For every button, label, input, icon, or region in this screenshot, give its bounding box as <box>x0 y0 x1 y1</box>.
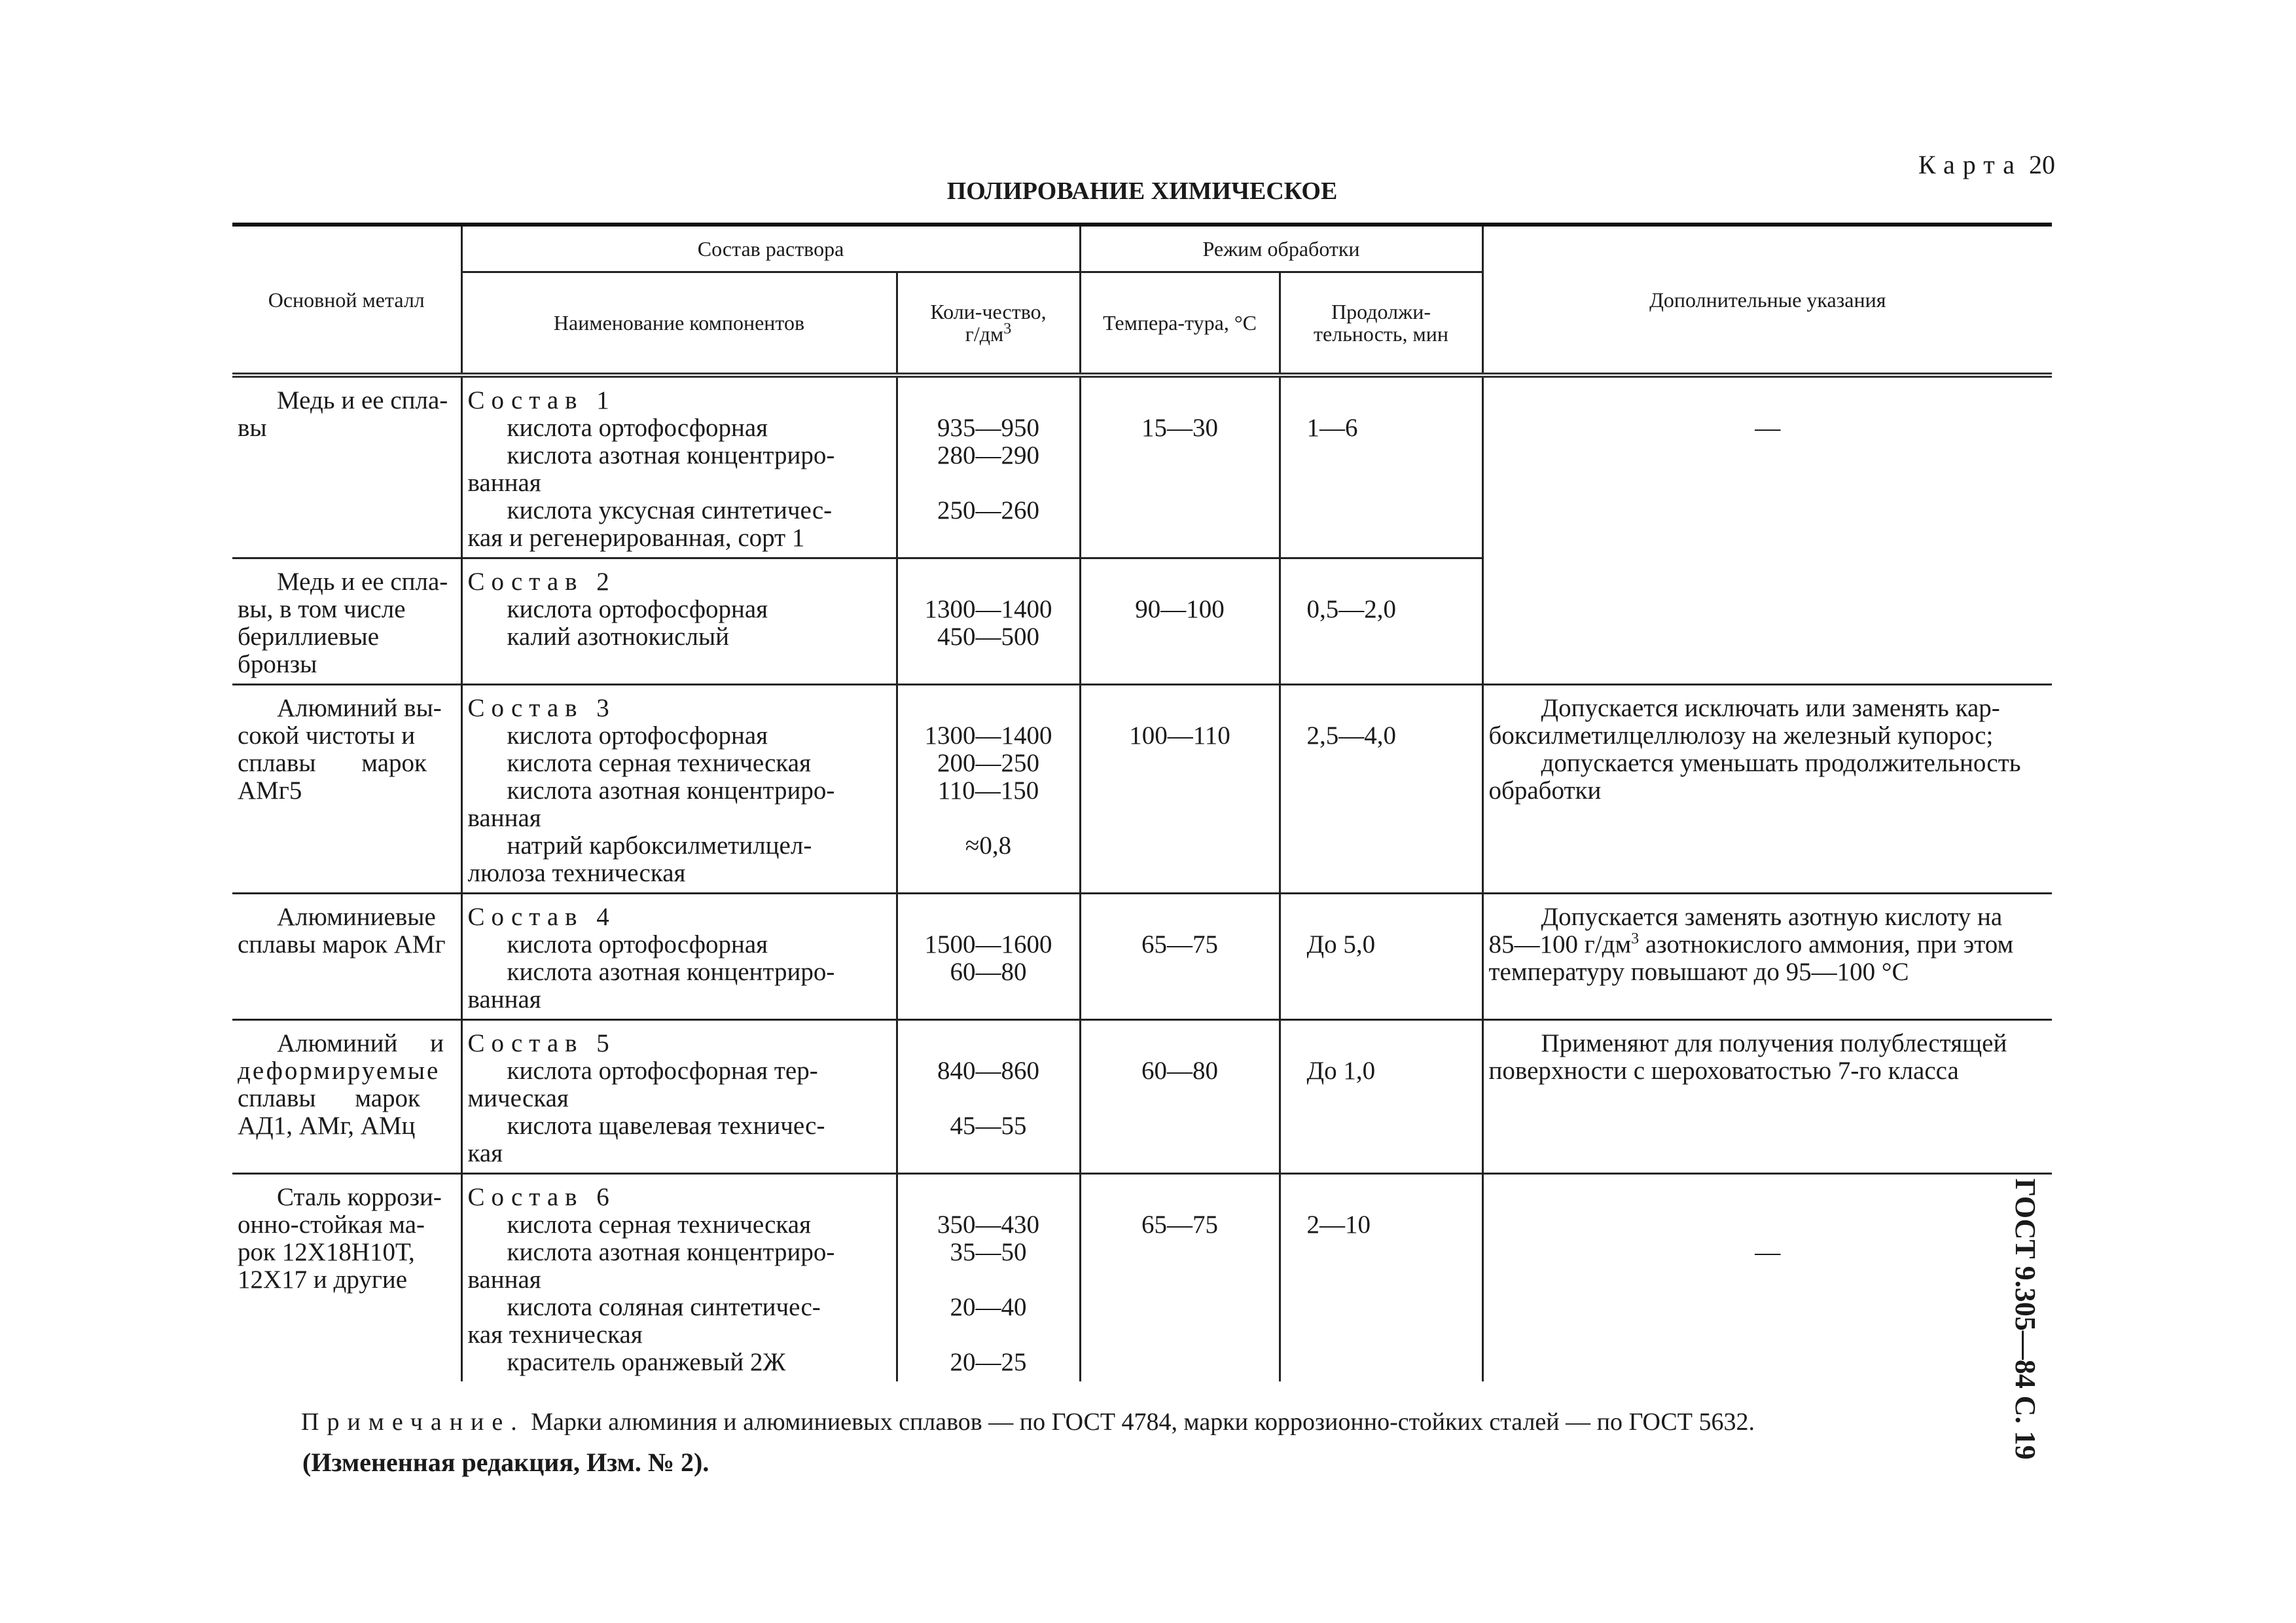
quantity-value: 200—250 <box>937 749 1039 777</box>
temperature-cell <box>1080 685 1280 894</box>
notes-line: поверхности с шероховатостью 7-го класса <box>1488 1057 1959 1085</box>
duration-value: 2,5—4,0 <box>1306 721 1397 750</box>
component-line: кислота серная техническая <box>507 1211 812 1239</box>
metal-line: сплавы марок <box>238 1084 420 1112</box>
base-metal-cell <box>232 894 461 1020</box>
component-line: кислота соляная синтетичес- <box>507 1293 821 1321</box>
quantity-value: 280—290 <box>937 441 1039 469</box>
quantity-value: 110—150 <box>937 776 1039 805</box>
metal-line: Алюминий и <box>277 1029 444 1057</box>
component-line: мическая <box>467 1084 569 1112</box>
card-number: 20 <box>2029 150 2055 179</box>
metal-line: Алюминий вы- <box>277 694 442 722</box>
notes-line: Допускается заменять азотную кислоту на <box>1541 903 2003 931</box>
metal-line: Алюминиевые <box>277 903 436 931</box>
notes-line: обработки <box>1488 776 1602 805</box>
header-components: Наименование компонентов <box>461 272 897 376</box>
temperature-value: 15—30 <box>1141 414 1219 442</box>
component-line: кислота ортофосфорная <box>507 721 768 750</box>
component-line: ванная <box>467 1266 541 1294</box>
temperature-cell <box>1080 894 1280 1020</box>
card-label <box>1689 149 2055 180</box>
component-line: кислота серная техническая <box>507 749 812 777</box>
component-line: кислота ортофосфорная <box>507 414 768 442</box>
page-title: ПОЛИРОВАНИЕ ХИМИЧЕСКОЕ <box>946 177 1338 205</box>
component-line: кислота азотная концентриро- <box>507 441 835 469</box>
quantity-cell <box>897 558 1080 685</box>
metal-line: Сталь коррози- <box>277 1183 442 1211</box>
table-row <box>232 685 2052 894</box>
component-line: натрий карбоксилметилцел- <box>507 831 812 860</box>
metal-line: сплавы марок <box>238 749 427 777</box>
duration-cell <box>1280 558 1482 685</box>
notes-fragment: азотнокислого аммония, при этом <box>1639 930 2014 958</box>
quantity-value: 450—500 <box>937 623 1039 651</box>
header-notes: Дополнительные указания <box>1482 225 2052 375</box>
duration-cell <box>1280 375 1482 558</box>
component-line: кислота щавелевая техничес- <box>507 1112 825 1140</box>
components-cell <box>461 685 897 894</box>
quantity-value: 350—430 <box>937 1211 1039 1239</box>
components-cell <box>461 894 897 1020</box>
notes-line <box>1489 931 2047 958</box>
component-line: люлоза техническая <box>467 859 686 887</box>
quantity-cell <box>897 1020 1080 1174</box>
temperature-cell <box>1080 1174 1280 1382</box>
duration-value: 2—10 <box>1306 1211 1371 1239</box>
component-line: кислота ортофосфорная <box>507 595 768 623</box>
notes-fragment: 85—100 г/дм <box>1488 930 1632 958</box>
header-quantity-exp: 3 <box>1003 320 1012 338</box>
notes-cell <box>1482 894 2052 1020</box>
quantity-value: ≈0,8 <box>965 831 1012 860</box>
temperature-value: 65—75 <box>1141 1211 1219 1239</box>
metal-line: Медь и ее спла- <box>277 568 448 596</box>
quantity-value: 840—860 <box>937 1057 1039 1085</box>
metal-line: бронзы <box>238 650 317 678</box>
component-line: кислота ортофосфорная тер- <box>507 1057 818 1085</box>
notes-cell <box>1482 1020 2052 1174</box>
quantity-value: 35—50 <box>950 1238 1027 1266</box>
component-line: краситель оранжевый 2Ж <box>507 1348 786 1376</box>
quantity-value: 20—25 <box>950 1348 1027 1376</box>
quantity-value: 1300—1400 <box>924 721 1052 750</box>
header-solution: Состав раствора <box>461 225 1080 272</box>
notes-dash: — <box>1755 1238 1781 1266</box>
component-line: кислота уксусная синтетичес- <box>507 496 833 524</box>
component-line: калий азотнокислый <box>507 623 730 651</box>
metal-line: АД1, АМг, АМц <box>238 1112 416 1140</box>
temperature-value: 90—100 <box>1135 595 1225 623</box>
metal-line: сплавы марок АМг <box>238 930 446 958</box>
quantity-cell <box>897 1174 1080 1382</box>
base-metal-cell <box>232 558 461 685</box>
components-cell <box>461 1020 897 1174</box>
components-cell <box>461 1174 897 1382</box>
duration-cell <box>1280 685 1482 894</box>
notes-dash: — <box>1755 414 1781 442</box>
table-row <box>232 1174 2052 1382</box>
header-base-metal: Основной металл <box>232 225 461 375</box>
quantity-value: 45—55 <box>950 1112 1027 1140</box>
temperature-cell <box>1080 1020 1280 1174</box>
header-duration: Продолжи-тельность, мин <box>1280 272 1482 376</box>
notes-line: Применяют для получения полублестящей <box>1541 1029 2007 1057</box>
temperature-value: 65—75 <box>1141 930 1219 958</box>
notes-cell <box>1482 1174 2052 1382</box>
metal-line: вы <box>238 414 267 442</box>
side-document-code: ГОСТ 9.305—84 С. 19 <box>2009 1178 2041 1460</box>
footnote <box>301 1408 2068 1436</box>
amendment-note: (Измененная редакция, Изм. № 2). <box>302 1448 709 1477</box>
notes-cell <box>1482 375 2052 685</box>
quantity-value: 1300—1400 <box>924 595 1052 623</box>
quantity-cell <box>897 685 1080 894</box>
duration-value: 1—6 <box>1306 414 1358 442</box>
component-line: кислота ортофосфорная <box>507 930 768 958</box>
duration-cell <box>1280 1020 1482 1174</box>
base-metal-cell <box>232 375 461 558</box>
polishing-table <box>232 223 2052 1381</box>
quantity-cell <box>897 375 1080 558</box>
component-line: кислота азотная концентриро- <box>507 958 835 986</box>
card-label-word: Карта <box>1918 150 2022 179</box>
composition-title: Состав 1 <box>467 386 616 414</box>
quantity-value: 60—80 <box>950 958 1027 986</box>
table-row <box>232 894 2052 1020</box>
duration-value: 0,5—2,0 <box>1306 595 1397 623</box>
composition-title: Состав 4 <box>467 903 616 931</box>
composition-title: Состав 3 <box>467 694 616 722</box>
metal-line: АМг5 <box>238 776 302 805</box>
component-line: ванная <box>467 804 541 832</box>
header-quantity <box>897 272 1080 376</box>
header-mode: Режим обработки <box>1080 225 1482 272</box>
duration-cell <box>1280 894 1482 1020</box>
quantity-value: 935—950 <box>937 414 1039 442</box>
duration-value: До 5,0 <box>1306 930 1376 958</box>
metal-line: онно-стойкая ма- <box>238 1211 425 1239</box>
metal-line: рок 12Х18Н10Т, <box>238 1238 415 1266</box>
component-line: ванная <box>467 469 541 497</box>
metal-line: бериллиевые <box>238 623 380 651</box>
footnote-label: Примечание. <box>301 1408 525 1436</box>
header-quantity-label: Коли-чество, <box>930 300 1047 323</box>
quantity-value: 20—40 <box>950 1293 1027 1321</box>
duration-cell <box>1280 1174 1482 1382</box>
metal-line: сокой чистоты и <box>238 721 416 750</box>
metal-line: деформируемые <box>238 1057 440 1085</box>
component-line: кая и регенерированная, сорт 1 <box>467 524 805 552</box>
base-metal-cell <box>232 1174 461 1382</box>
table-row <box>232 375 2052 558</box>
component-line: кислота азотная концентриро- <box>507 776 835 805</box>
header-temperature: Темпера-тура, °С <box>1080 272 1280 376</box>
components-cell <box>461 375 897 558</box>
component-line: кая <box>467 1139 503 1167</box>
quantity-value: 250—260 <box>937 496 1039 524</box>
notes-superscript: 3 <box>1631 930 1640 947</box>
metal-line: вы, в том числе <box>238 595 406 623</box>
notes-line: допускается уменьшать продолжительность <box>1541 749 2021 777</box>
temperature-cell <box>1080 375 1280 558</box>
metal-line: 12Х17 и другие <box>238 1266 408 1294</box>
notes-cell <box>1482 685 2052 894</box>
table-row <box>232 1020 2052 1174</box>
temperature-cell <box>1080 558 1280 685</box>
component-line: кислота азотная концентриро- <box>507 1238 835 1266</box>
composition-title: Состав 2 <box>467 568 616 596</box>
quantity-cell <box>897 894 1080 1020</box>
composition-title: Состав 6 <box>467 1183 616 1211</box>
components-cell <box>461 558 897 685</box>
notes-line: Допускается исключать или заменять кар- <box>1541 694 2000 722</box>
temperature-value: 100—110 <box>1129 721 1230 750</box>
base-metal-cell <box>232 685 461 894</box>
component-line: кая техническая <box>467 1321 643 1349</box>
metal-line: Медь и ее спла- <box>277 386 448 414</box>
duration-value: До 1,0 <box>1306 1057 1376 1085</box>
temperature-value: 60—80 <box>1141 1057 1219 1085</box>
notes-line: температуру повышают до 95—100 °С <box>1488 958 1909 986</box>
quantity-value: 1500—1600 <box>924 930 1052 958</box>
header-quantity-unit: г/дм <box>965 322 1004 346</box>
base-metal-cell <box>232 1020 461 1174</box>
composition-title: Состав 5 <box>467 1029 616 1057</box>
footnote-text: Марки алюминия и алюминиевых сплавов — по ГОСТ 4784, марки коррозионно-стойких сталей — по ГОСТ 5632. <box>524 1408 1755 1436</box>
component-line: ванная <box>467 985 541 1013</box>
notes-line: боксилметилцеллюлозу на железный купорос; <box>1488 721 1994 750</box>
